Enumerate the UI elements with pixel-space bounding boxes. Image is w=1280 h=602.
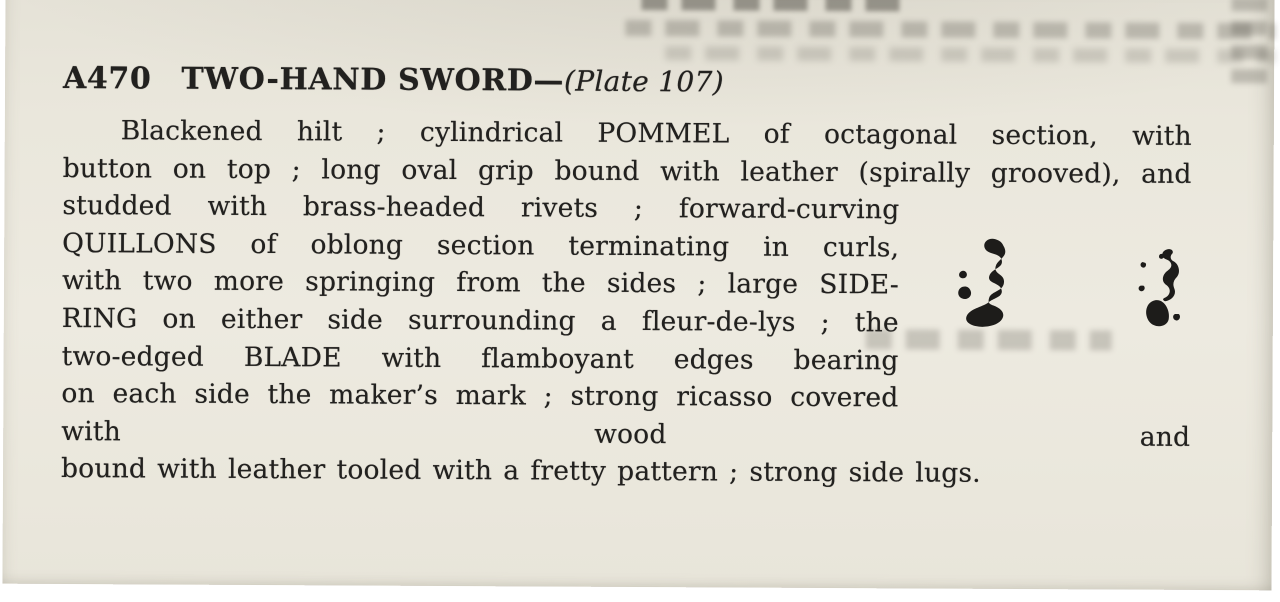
maker-mark-stamp-icon [1137, 243, 1188, 339]
description-line: bound with leather tooled with a fretty pattern ; strong side lugs. [60, 453, 981, 490]
description-line: RING on either side surrounding a fleur-de-lys ; the [61, 302, 899, 339]
catalog-entry [3, 0, 1275, 494]
entry-title: TWO-HAND SWORD [181, 61, 534, 99]
description-line: on each side the maker’s mark ; strong ricasso covered with wood and [61, 378, 1191, 453]
maker-mark-stamp-icon [955, 226, 1026, 338]
description-line: studded with brass-headed rivets ; forward-curving [62, 190, 900, 226]
heading-dash: — [533, 63, 565, 99]
entry-heading [63, 61, 1192, 102]
description-line: Blackened hilt ; cylindrical POMMEL of octagonal section, with [120, 115, 1192, 152]
catalog-number: A470 [63, 60, 152, 97]
entry-description [61, 112, 1192, 494]
paper-sheet [2, 0, 1274, 590]
description-line: two-edged BLADE with flamboyant edges bearing [61, 340, 899, 376]
description-line: QUILLONS of oblong section terminating in curls, [62, 227, 900, 264]
maker-marks-area [899, 192, 1192, 382]
plate-reference: (Plate 107) [563, 64, 724, 99]
description-line: button on top ; long oval grip bound with leather (spirally grooved), and [62, 152, 1192, 190]
description-line: with two more springing from the sides ; large SIDE- [61, 265, 900, 301]
